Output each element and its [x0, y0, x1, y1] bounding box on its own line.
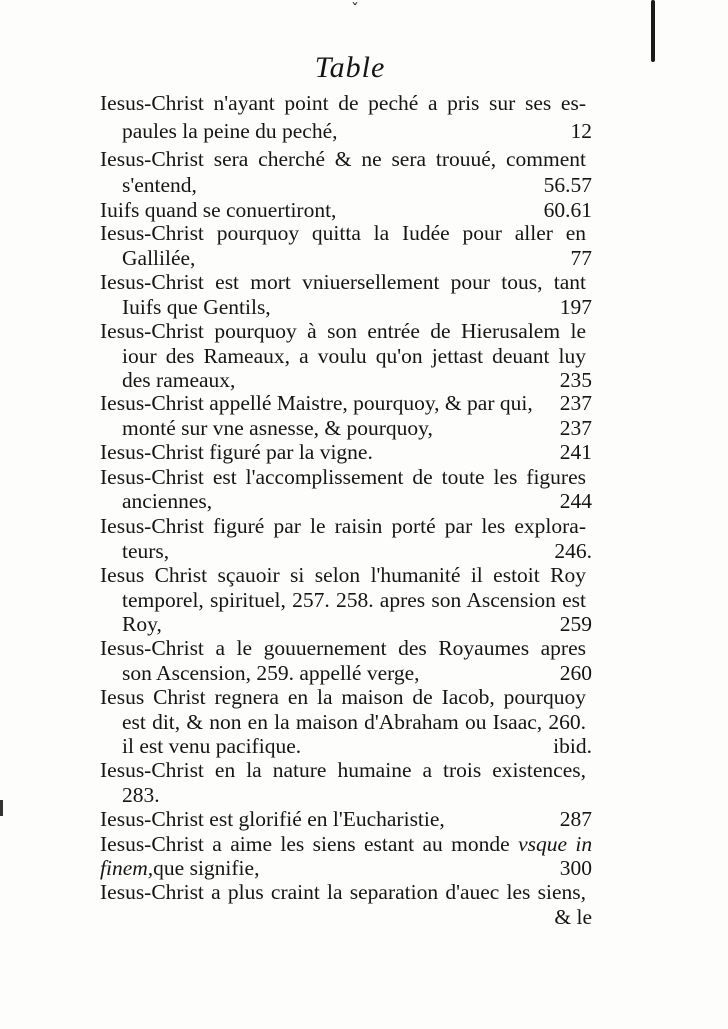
page-ref: 260	[559, 661, 592, 685]
entry-text: Iuifs quand se conuertiront,	[100, 198, 337, 222]
page-ref: 12	[570, 119, 592, 143]
page-ref: 77	[570, 246, 592, 270]
entry-text: temporel, spirituel, 257. 258. apres son Ascension est	[122, 588, 586, 612]
latin-phrase: vsque in	[518, 832, 593, 856]
entry-text-part: que signifie,	[153, 856, 260, 880]
entry-text: Gallilée,	[122, 246, 196, 270]
page-ref: ibid.	[553, 734, 592, 758]
page-ref: 197	[559, 295, 592, 319]
latin-phrase: finem,	[100, 856, 154, 880]
page-ref: 244	[559, 489, 592, 513]
entry-text: Iesus-Christ figuré par le raisin porté par les explora-	[100, 514, 586, 538]
entry-text: il est venu pacifique.	[122, 734, 302, 758]
entry-text: Iesus-Christ en la nature humaine a trois existences,	[100, 758, 586, 782]
page-ref: 259	[559, 612, 592, 636]
entry-text: Iesus Christ regnera en la maison de Iacob, pourquoy	[100, 685, 586, 709]
entry-text: s'entend,	[122, 173, 197, 197]
entry-text: Iesus-Christ appellé Maistre, pourquoy, & par qui,	[100, 391, 533, 415]
entry-text: des rameaux,	[122, 368, 236, 392]
index-line	[0, 88, 728, 118]
page-title: Table	[314, 51, 386, 84]
entry-text: Iesus-Christ est mort vniuersellement pour tous, tant	[100, 270, 586, 294]
entry-text: paules la peine du peché,	[122, 119, 338, 143]
index-line	[0, 902, 728, 932]
page-ref: 60.61	[543, 198, 592, 222]
entry-text: son Ascension, 259. appellé verge,	[122, 661, 420, 685]
page-ref: 56.57	[543, 173, 592, 197]
entry-text: Iuifs que Gentils,	[122, 295, 271, 319]
entry-text-part: Iesus-Christ a aime les siens estant au monde	[100, 832, 510, 856]
catchword: & le	[554, 905, 592, 929]
page-ref: 235	[559, 368, 592, 392]
index-line	[0, 116, 728, 146]
entry-text: iour des Rameaux, a voulu qu'on jettast deuant luy	[122, 344, 586, 368]
entry-text: est dit, & non en la maison d'Abraham ou Isaac, 260.	[122, 710, 586, 734]
entry-text: Iesus-Christ est l'accomplissement de toute les figures	[100, 465, 586, 489]
page-ref: 241	[559, 440, 592, 464]
entry-text: Iesus-Christ pourquoy quitta la Iudée pour aller en	[100, 221, 586, 245]
entry-text: monté sur vne asnesse, & pourquoy,	[122, 416, 433, 440]
entry-text: Iesus-Christ figuré par la vigne.	[100, 440, 373, 464]
page-ref: 283.	[122, 783, 160, 807]
entry-text: Iesus-Christ pourquoy à son entrée de Hierusalem le	[100, 319, 586, 343]
entry-text: Iesus-Christ a plus craint la separation d'auec les siens,	[100, 880, 586, 904]
page-ref: 237	[559, 391, 592, 415]
entry-text: Iesus-Christ est glorifié en l'Eucharistie,	[100, 807, 445, 831]
page-ref: 287	[559, 807, 592, 831]
page-ref: 300	[559, 856, 592, 880]
entry-text: teurs,	[122, 539, 170, 563]
entry-text: Iesus-Christ n'ayant point de peché a pris sur ses es-	[100, 91, 586, 115]
entry-text: Roy,	[122, 612, 162, 636]
entry-text: Iesus-Christ a le gouuernement des Royaumes apres	[100, 636, 586, 660]
top-mark: ˇ	[351, 0, 359, 19]
page-ref: 246.	[554, 539, 592, 563]
entry-text: Iesus Christ sçauoir si selon l'humanité il estoit Roy	[100, 563, 586, 587]
entry-text: Iesus-Christ sera cherché & ne sera trouué, comment	[100, 147, 586, 171]
page-ref: 237	[559, 416, 592, 440]
entry-text: anciennes,	[122, 489, 213, 513]
